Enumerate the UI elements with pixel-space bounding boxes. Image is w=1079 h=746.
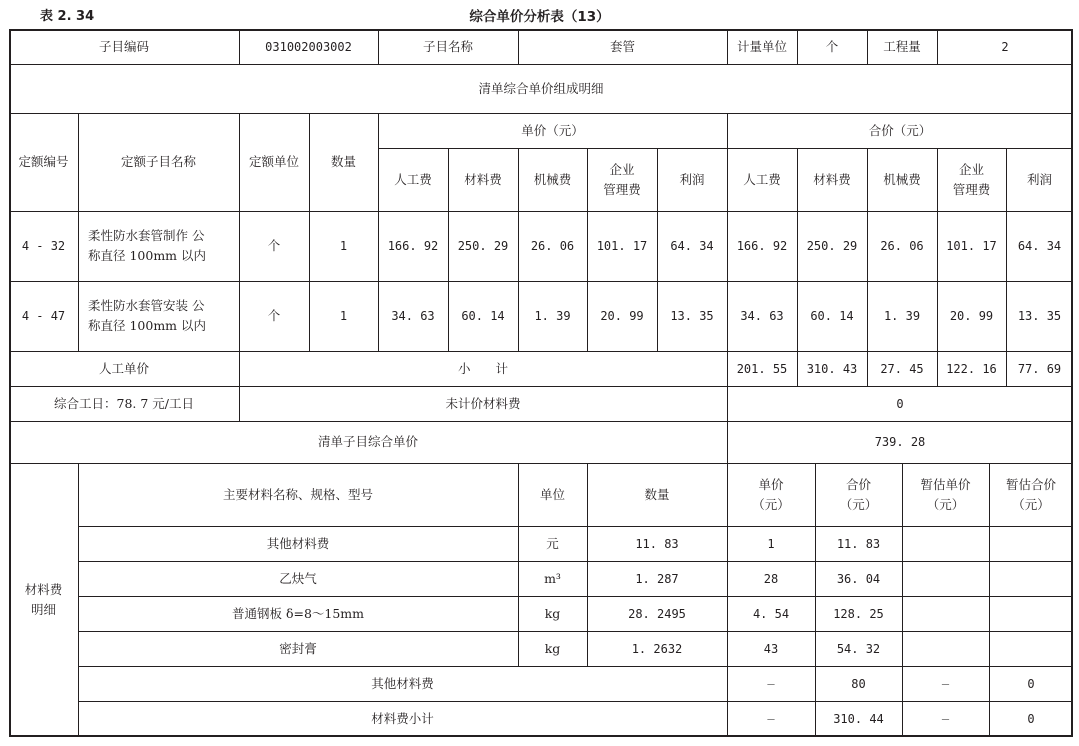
subtotal-label: 小 计 (457, 360, 508, 376)
analysis-table (9, 29, 1073, 737)
table-number: 表 2. 34 (40, 9, 95, 24)
mat3-total: 128. 25 (833, 606, 884, 621)
col-up-material: 材料费 (464, 171, 502, 187)
mat-col-unit: 单位 (539, 486, 565, 502)
mat3-price: 4. 54 (752, 606, 790, 621)
hline (9, 386, 1073, 387)
mat4-total: 54. 32 (836, 641, 881, 656)
material-subtotal-est-unit: — (941, 712, 950, 726)
vline (867, 29, 868, 64)
mat3-qty: 28. 2495 (628, 606, 686, 621)
row2-up-labor: 34. 63 (391, 309, 435, 323)
vline (727, 421, 728, 463)
vline (937, 148, 938, 386)
other-materials-est-unit: — (941, 676, 950, 691)
row1-tp-labor: 166. 92 (736, 239, 788, 253)
qty-value: 2 (1001, 39, 1009, 54)
other-materials-label: 其他材料费 (371, 675, 434, 691)
row2-up-machine: 1. 39 (534, 309, 571, 323)
mat-col-est-unit: 暂估单价 （元） (920, 476, 971, 512)
mat4-price: 43 (763, 641, 779, 656)
vline (239, 113, 240, 421)
col-tp-profit: 利润 (1026, 171, 1052, 187)
mat-col-name: 主要材料名称、规格、型号 (222, 486, 373, 502)
row2-tp-mgmt: 20. 99 (949, 309, 994, 323)
other-materials-est-total: 0 (1027, 676, 1035, 691)
mat1-qty: 11. 83 (635, 536, 679, 551)
row1-tp-material: 250. 29 (806, 239, 858, 253)
col-total-price-group: 合价（元） (868, 122, 932, 138)
mat3-name: 普通钢板 δ=8～15mm (231, 605, 365, 621)
unpriced-material-label: 未计价材料费 (445, 395, 521, 411)
composite-price-label: 清单子目综合单价 (317, 434, 418, 449)
mat2-qty: 1. 287 (635, 571, 679, 586)
row2-name: 柔性防水套管安装 公 称直径 100mm 以内 (88, 298, 207, 333)
vline (309, 113, 310, 351)
row1-tp-mgmt: 101. 17 (946, 239, 997, 253)
name-value: 套管 (609, 38, 635, 54)
row2-up-profit: 13. 35 (670, 309, 714, 323)
mat2-total: 36. 04 (836, 571, 881, 586)
subtotal-mgmt: 122. 16 (946, 361, 997, 376)
vline (797, 29, 798, 64)
row1-qty: 1 (339, 239, 348, 253)
vline (727, 29, 728, 64)
mat1-name: 其他材料费 (266, 535, 330, 551)
border-top (9, 29, 1073, 31)
vline (587, 463, 588, 666)
vline (727, 113, 728, 421)
row1-tp-machine: 26. 06 (880, 239, 924, 253)
col-quota-unit: 定额单位 (248, 154, 299, 169)
labor-unit-price-label: 人工单价 (98, 360, 149, 376)
vline (989, 463, 990, 737)
code-value: 031002003002 (265, 39, 352, 54)
subtotal-labor: 201. 55 (736, 361, 788, 376)
vline (797, 148, 798, 386)
subtotal-machine: 27. 45 (880, 361, 924, 376)
table-title: 综合单价分析表（13） (469, 9, 610, 25)
vline (448, 148, 449, 351)
subtotal-profit: 77. 69 (1017, 361, 1062, 376)
hline (9, 463, 1073, 464)
mat1-unit: 元 (546, 535, 559, 551)
other-materials-total: 80 (851, 676, 866, 691)
hline (78, 561, 1073, 562)
hline (9, 64, 1073, 65)
unit-label: 计量单位 (736, 38, 787, 54)
unpriced-material-value: 0 (896, 396, 904, 411)
border-bottom (9, 735, 1073, 737)
row2-tp-profit: 13. 35 (1017, 309, 1062, 323)
mat4-unit: kg (544, 640, 561, 656)
code-label: 子目编码 (98, 38, 149, 54)
mat-col-total: 合价 （元） (839, 476, 878, 512)
hline (78, 631, 1073, 632)
material-subtotal-label: 材料费小计 (371, 711, 434, 726)
row2-qty: 1 (339, 309, 348, 323)
hline (78, 526, 1073, 527)
vline (518, 463, 519, 666)
name-label: 子目名称 (422, 38, 473, 54)
subtotal-material: 310. 43 (806, 361, 858, 376)
vline (239, 29, 240, 64)
vline (378, 113, 379, 351)
col-tp-material: 材料费 (813, 171, 851, 187)
vline (518, 148, 519, 351)
col-quota-no: 定额编号 (18, 154, 69, 169)
section-title: 清单综合单价组成明细 (478, 80, 604, 96)
mat1-total: 11. 83 (836, 536, 881, 551)
material-subtotal-total: 310. 44 (833, 712, 884, 726)
border-left (9, 29, 11, 737)
hline (9, 351, 1073, 352)
material-subtotal-price: — (767, 712, 775, 726)
row2-tp-material: 60. 14 (810, 309, 854, 323)
row2-tp-labor: 34. 63 (740, 309, 784, 323)
hline (9, 421, 1073, 422)
row2-up-mgmt: 20. 99 (600, 309, 644, 323)
col-tp-mgmt: 企业 管理费 (952, 161, 991, 197)
material-subtotal-est-total: 0 (1027, 712, 1035, 726)
hline (78, 701, 1073, 702)
row1-up-machine: 26. 06 (530, 239, 575, 253)
vline (937, 29, 938, 64)
vline (727, 463, 728, 737)
row2-no: 4 - 47 (21, 309, 66, 323)
row2-unit: 个 (267, 308, 281, 323)
vline (657, 148, 658, 351)
mat-col-unit-price: 单价 （元） (752, 476, 790, 512)
unit-value: 个 (825, 38, 839, 54)
row1-up-material: 250. 29 (457, 239, 509, 253)
hline (9, 211, 1073, 212)
mat1-price: 1 (767, 536, 775, 551)
col-quantity: 数量 (330, 154, 356, 169)
col-tp-labor: 人工费 (743, 171, 781, 187)
vline (902, 463, 903, 737)
hline (378, 148, 1073, 149)
col-tp-machine: 机械费 (883, 171, 921, 187)
vline (78, 463, 79, 737)
col-up-mgmt: 企业 管理费 (603, 161, 641, 197)
vline (587, 148, 588, 351)
row1-no: 4 - 32 (21, 239, 66, 253)
col-quota-name: 定额子目名称 (120, 154, 196, 169)
mat-col-est-total: 暂估合价 （元） (1005, 476, 1056, 512)
vline (815, 463, 816, 737)
materials-side-label: 材料费 明细 (24, 582, 63, 617)
composite-price-value: 739. 28 (874, 435, 926, 449)
row1-name: 柔性防水套管制作 公 称直径 100mm 以内 (88, 228, 207, 263)
col-up-profit: 利润 (679, 171, 705, 187)
col-up-machine: 机械费 (533, 171, 572, 187)
mat3-unit: kg (544, 605, 561, 621)
hline (9, 113, 1073, 114)
hline (9, 281, 1073, 282)
mat4-name: 密封膏 (279, 640, 317, 656)
workday-label: 综合工日：78. 7 元/工日 (54, 395, 194, 411)
col-unit-price-group: 单价（元） (521, 122, 584, 138)
qty-label: 工程量 (883, 38, 921, 54)
row2-tp-machine: 1. 39 (883, 309, 921, 323)
row1-tp-profit: 64. 34 (1017, 239, 1062, 253)
other-materials-price: — (767, 676, 775, 691)
vline (518, 29, 519, 64)
mat-col-qty: 数量 (644, 486, 670, 502)
row1-up-mgmt: 101. 17 (596, 239, 648, 253)
row1-unit: 个 (267, 238, 281, 253)
mat2-price: 28 (763, 571, 779, 586)
col-up-labor: 人工费 (394, 171, 432, 187)
page-header (0, 0, 1079, 30)
vline (378, 29, 379, 64)
mat2-unit: m³ (544, 570, 561, 586)
row2-up-material: 60. 14 (461, 309, 505, 323)
row1-up-labor: 166. 92 (387, 239, 439, 253)
row1-up-profit: 64. 34 (670, 239, 714, 253)
hline (78, 596, 1073, 597)
mat4-qty: 1. 2632 (631, 641, 683, 656)
mat2-name: 乙炔气 (279, 570, 317, 586)
vline (78, 113, 79, 351)
vline (867, 148, 868, 386)
vline (1006, 148, 1007, 386)
hline (78, 666, 1073, 667)
